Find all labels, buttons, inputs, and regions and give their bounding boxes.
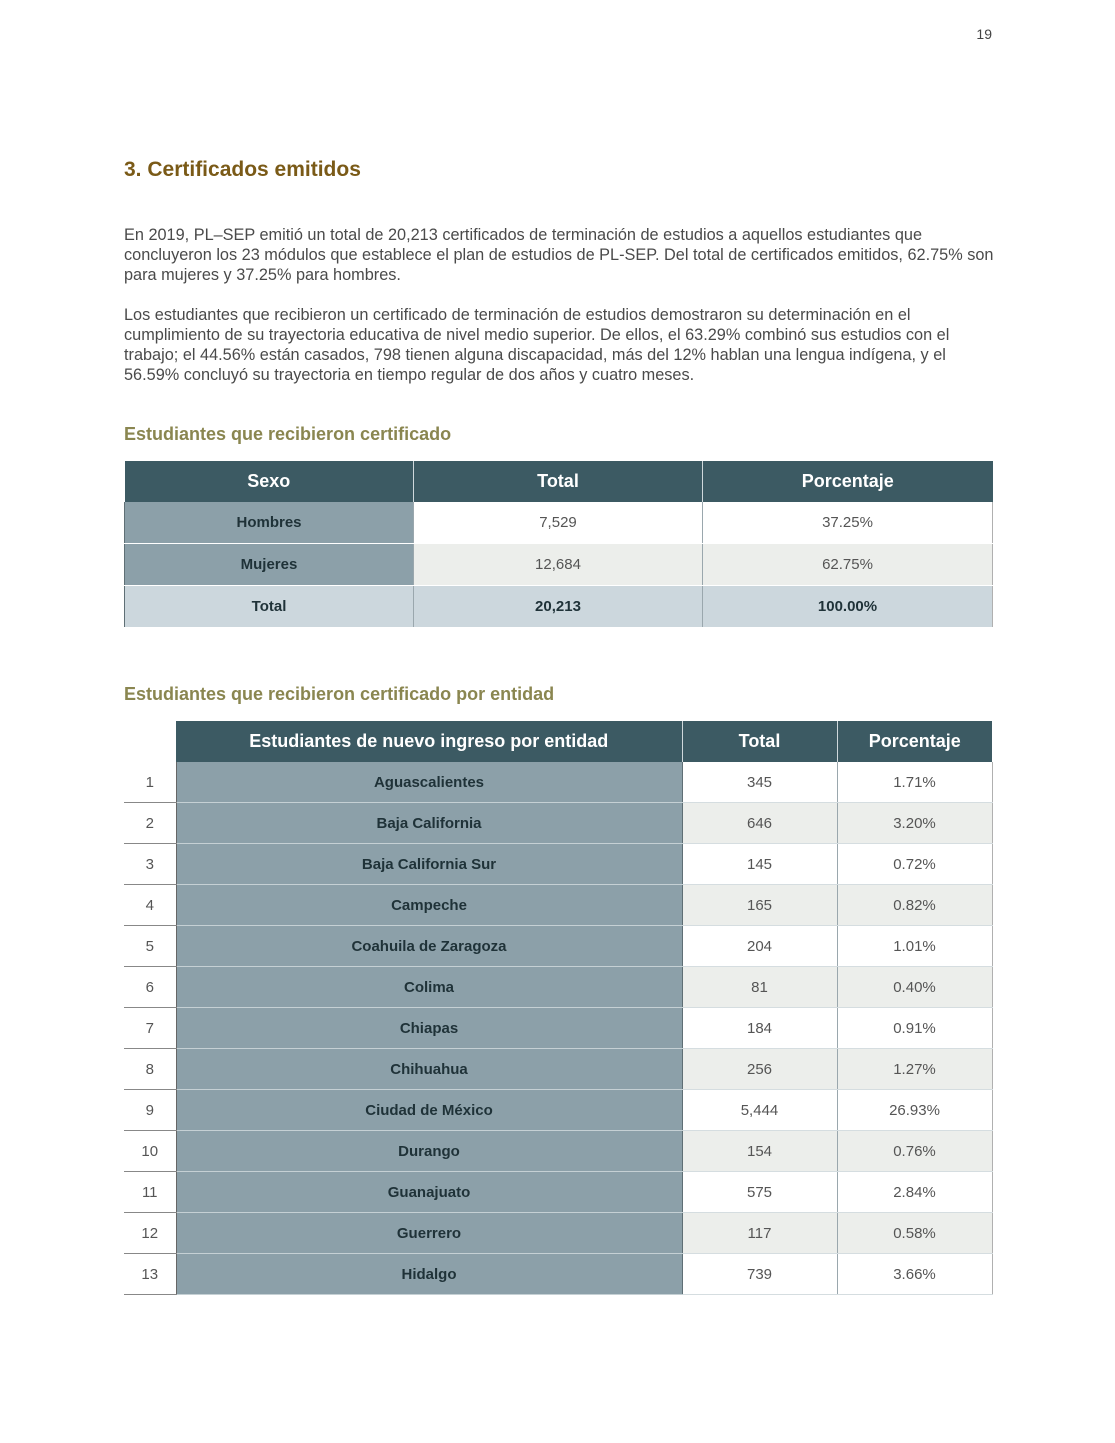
detail-paragraph: Los estudiantes que recibieron un certificado de terminación de estudios demostraron su determinación en el cumplimiento de su trayectoria educativa de nivel medio superior. De ellos, el 63.29% combinó sus estudios con el trabajo; el 44.56% están casados, 798 tienen alguna discapacidad, más del 12% hablan una lengua indígena, y el 56.59% concluyó su trayectoria en tiempo regular de dos años y cuatro meses. [124, 306, 950, 384]
row-index: 10 [124, 1131, 176, 1172]
table-total-row [125, 586, 993, 628]
table-row [125, 544, 993, 586]
row-index: 1 [124, 762, 176, 803]
total-cell: 145 [682, 844, 837, 885]
percentage-cell: 0.58% [837, 1213, 992, 1254]
table-row [125, 502, 993, 544]
state-name: Coahuila de Zaragoza [176, 926, 682, 967]
table-row [124, 967, 992, 1008]
total-cell: 12,684 [414, 544, 703, 586]
total-cell: 646 [682, 803, 837, 844]
table-row [124, 926, 992, 967]
table-row [124, 1131, 992, 1172]
row-index: 4 [124, 885, 176, 926]
table-row [124, 1254, 992, 1295]
table-row [124, 762, 992, 803]
table-header-row [125, 461, 993, 502]
percentage-cell: 1.71% [837, 762, 992, 803]
total-cell: 154 [682, 1131, 837, 1172]
state-name: Baja California Sur [176, 844, 682, 885]
percentage-cell: 3.20% [837, 803, 992, 844]
row-index: 9 [124, 1090, 176, 1131]
percentage-cell: 37.25% [703, 502, 993, 544]
state-name: Campeche [176, 885, 682, 926]
column-header-state: Estudiantes de nuevo ingreso por entidad [176, 721, 682, 762]
row-index: 5 [124, 926, 176, 967]
table-row [124, 1172, 992, 1213]
total-cell: 739 [682, 1254, 837, 1295]
table-row [124, 885, 992, 926]
total-cell: 575 [682, 1172, 837, 1213]
percentage-cell: 2.84% [837, 1172, 992, 1213]
table-row [124, 803, 992, 844]
row-label: Total [125, 586, 414, 628]
percentage-cell: 0.91% [837, 1008, 992, 1049]
row-index: 3 [124, 844, 176, 885]
row-label: Hombres [125, 502, 414, 544]
column-header-total: Total [682, 721, 837, 762]
percentage-cell: 0.76% [837, 1131, 992, 1172]
table-row [124, 844, 992, 885]
total-cell: 345 [682, 762, 837, 803]
percentage-cell: 0.40% [837, 967, 992, 1008]
row-index: 13 [124, 1254, 176, 1295]
row-label: Mujeres [125, 544, 414, 586]
state-name: Guerrero [176, 1213, 682, 1254]
state-name: Hidalgo [176, 1254, 682, 1295]
state-name: Guanajuato [176, 1172, 682, 1213]
column-header-percentage: Porcentaje [837, 721, 992, 762]
percentage-cell: 1.01% [837, 926, 992, 967]
table1-title: Estudiantes que recibieron certificado [124, 424, 452, 444]
row-index: 2 [124, 803, 176, 844]
column-header-percentage: Porcentaje [703, 461, 993, 502]
table-row [124, 1213, 992, 1254]
table-header-row [124, 721, 992, 762]
state-name: Durango [176, 1131, 682, 1172]
row-index: 8 [124, 1049, 176, 1090]
total-cell: 184 [682, 1008, 837, 1049]
total-cell: 7,529 [414, 502, 703, 544]
row-index: 6 [124, 967, 176, 1008]
table-row [124, 1090, 992, 1131]
total-cell: 81 [682, 967, 837, 1008]
state-name: Chiapas [176, 1008, 682, 1049]
table2-title: Estudiantes que recibieron certificado por entidad [124, 684, 555, 704]
certificates-by-state-table [124, 721, 993, 1295]
column-header-index [124, 721, 176, 762]
certificates-by-sex-table [124, 461, 993, 628]
state-name: Baja California [176, 803, 682, 844]
state-name: Chihuahua [176, 1049, 682, 1090]
total-cell: 20,213 [414, 586, 703, 628]
section-title: 3. Certificados emitidos [124, 158, 361, 181]
row-index: 7 [124, 1008, 176, 1049]
percentage-cell: 100.00% [703, 586, 993, 628]
percentage-cell: 3.66% [837, 1254, 992, 1295]
state-name: Aguascalientes [176, 762, 682, 803]
page-number: 19 [976, 26, 992, 42]
percentage-cell: 62.75% [703, 544, 993, 586]
row-index: 11 [124, 1172, 176, 1213]
row-index: 12 [124, 1213, 176, 1254]
total-cell: 117 [682, 1213, 837, 1254]
intro-paragraph: En 2019, PL–SEP emitió un total de 20,213 certificados de terminación de estudios a aquellos estudiantes que concluyeron los 23 módulos que establece el plan de estudios de PL-SEP. Del total de certificados emitidos, 62.75% son para mujeres y 37.25% para hombres. [124, 226, 994, 284]
state-name: Colima [176, 967, 682, 1008]
total-cell: 256 [682, 1049, 837, 1090]
total-cell: 204 [682, 926, 837, 967]
percentage-cell: 0.72% [837, 844, 992, 885]
state-name: Ciudad de México [176, 1090, 682, 1131]
table-row [124, 1049, 992, 1090]
percentage-cell: 0.82% [837, 885, 992, 926]
table-row [124, 1008, 992, 1049]
total-cell: 5,444 [682, 1090, 837, 1131]
percentage-cell: 26.93% [837, 1090, 992, 1131]
column-header-total: Total [414, 461, 703, 502]
column-header-sex: Sexo [125, 461, 414, 502]
total-cell: 165 [682, 885, 837, 926]
percentage-cell: 1.27% [837, 1049, 992, 1090]
